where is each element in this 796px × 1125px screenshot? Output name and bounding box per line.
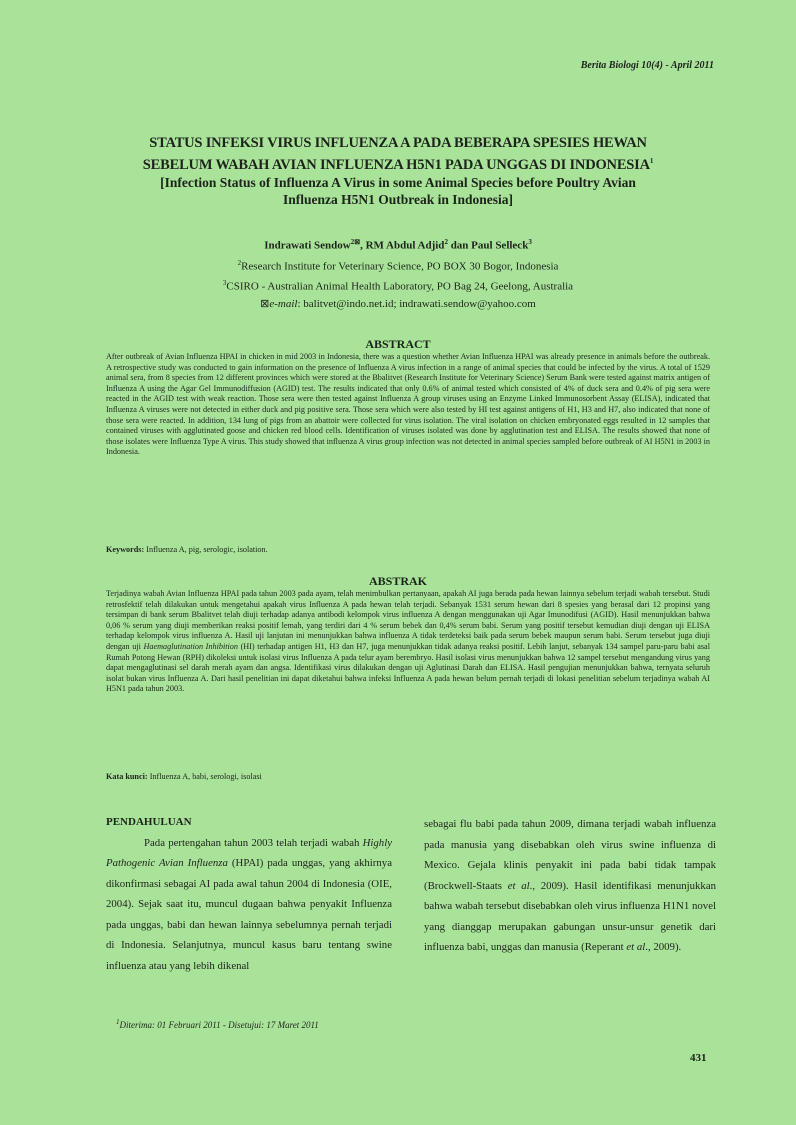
pendahuluan-right-italic-2: et al [626,941,646,953]
pendahuluan-right-paragraph [424,814,716,958]
title-line-2 [60,152,736,174]
abstrak-text-part-1: Terjadinya wabah Avian Influenza HPAI pada tahun 2003 pada ayam, telah menimbulkan pertanyaan, apakah AI juga berada pada hewan lainnya sebelum terjadi wabah tersebut. Studi retrosfektif telah dilakukan untuk mengetahui apakah virus Influenza A pada hewan telah terjadi. Sebanyak 1531 serum hewan dari 8 spesies yang berasal dari 12 propinsi yang tersimpan di bank serum Bbalitvet telah diuji terhadap adanya antibodi kelompok virus influenza A dengan menggunakan uji Agar Imunodifusi (AGID). Hasil menunjukkan bahwa 0,06 % serum yang diuji memberikan reaksi positif lemah, yang terdiri dari 4 % serum bebek dan 0,4% serum babi. Serum yang positif tersebut kemudian diuji dengan uji ELISA terhadap kelompok virus influenza A. Hasil uji lanjutan ini menunjukkan bahwa influenza A tidak terdeteksi baik pada serum bebek maupun serum babi. Serum tersebut juga diuji dengan uji [106,589,710,651]
title-line-2-text: SEBELUM WABAH AVIAN INFLUENZA H5N1 PADA UNGGAS DI INDONESIA [142,156,650,173]
pendahuluan-right-c: ., 2009). [645,941,682,953]
pendahuluan-right-a: sebagai flu babi pada tahun 2009, dimana terjadi wabah influenza pada manusia yang disebabkan oleh virus swine influenza di Mexico. Gejala klinis penyakit ini pada babi tidak tampak (Brockwell-Staats [424,818,716,892]
pendahuluan-left-italic: Highly Pathogenic Avian Influenza [106,836,392,869]
author-2-sup: 2 [444,238,448,246]
pendahuluan-left-paragraph [106,833,392,977]
affiliation-2-sup: 3 [222,279,227,288]
right-column [424,814,716,958]
email-label: e-mail [269,297,298,310]
keywords-label: Keywords: [106,545,145,554]
kata-kunci-label: Kata kunci: [106,772,148,781]
pendahuluan-right-b: ., 2009). Hasil identifikasi menunjukkan bahwa wabah tersebut disebabkan oleh virus influenza H1N1 novel yang dianggap merupakan gabungan unsur-unsur genetik dari influenza babi, unggas dan manusia (Reperant [424,879,717,953]
author-2: , RM Abdul Adjid [360,239,445,252]
footnote [116,1018,319,1030]
abstrak-text [106,589,710,695]
affiliation-1-sup: 2 [237,258,242,267]
pendahuluan-left-a: Pada pertengahan tahun 2003 telah terjadi wabah [144,836,363,849]
abstrak-text-italic: Haemaglutination Inhibition [143,641,238,651]
left-column [106,812,392,976]
affiliation-1 [60,255,736,276]
author-3-sup: 3 [528,238,532,246]
email-line [60,296,736,313]
pendahuluan-left-b: (HPAI) pada unggas, yang akhirnya dikonfirmasi sebagai AI pada awal tahun 2004 di Indonesia (OIE, 2004). Sejak saat itu, muncul dugaan bahwa penyakit Influenza pada unggas, babi dan hewan lainnya sebelumnya pernah terjadi di Indonesia. Selanjutnya, muncul kasus baru tentang swine influenza atau yang lebih dikenal [106,857,392,972]
abstract-heading: ABSTRACT [365,337,431,351]
keywords-line [106,545,268,554]
footnote-mark: 1 [116,1018,120,1026]
keywords-text: Influenza A, pig, serologic, isolation. [144,545,268,554]
pendahuluan-heading: PENDAHULUAN [106,816,192,828]
title-en-line-2: Influenza H5N1 Outbreak in Indonesia] [282,191,514,207]
abstrak-heading: ABSTRAK [368,574,427,588]
journal-header: Berita Biologi 10(4) - April 2011 [580,60,714,71]
title-footnote-mark: 1 [649,157,654,165]
kata-kunci-text: Influenza A, babi, serologi, isolasi [147,772,262,781]
author-names [60,234,736,255]
kata-kunci-line [106,772,262,781]
author-block [60,234,736,313]
title-en-line-1: [Infection Status of Influenza A Virus in some Animal Species before Poultry Avian [160,174,636,190]
author-1: Indrawati Sendow [264,239,351,252]
abstract-text: After outbreak of Avian Influenza HPAI in chicken in mid 2003 in Indonesia, there was a question whether Avian Influenza HPAI was already presence in animals before the outbreak. A retrospective study was conducted to gain information on the presence of Influenza A virus infection in a range of animal species that could be infected by the virus. A total of 1529 animal sera, from 8 species from 12 different provinces which were stored at the Bbalitvet (Research Institute for Veterinary Science) Serum Bank were tested against matrix antigen of Influenza A using the Agar Gel Immunodiffusion (AGID) test. The results indicated that only 0.6% of animal tested which consisted of 4% of duck sera and 0.4% of pig sera were reacted in the AGID test with weak reaction. Those sera were then tested against Influenza A group viruses using an Enzyme Linked Immunosorbent Assay (ELISA), indicated that Influenza A viruses were not detected in either duck and pig positive sera. Those sera which were also tested by HI test against antigens of H1, H3 and H7, also indicated that none of those sera were reacted. In addition, 134 lung of pigs from an abattoir were collected for virus isolation. The viral isolation on chicken embryonated eggs resulted in 12 samples that contained viruses with agglutinated goose and chicken red blood cells. Identification of viruses isolated was done by agglutination test and ELISA. The results showed that none of those isolates were Influenza Type A virus. This study showed that influenza A virus group infection was not detected in animal species sampled before outbreak of AI H5N1 in 2003 in Indonesia. [106,352,710,457]
affiliation-1-text: Research Institute for Veterinary Science, PO BOX 30 Bogor, Indonesia [241,260,559,273]
affiliation-2-text: CSIRO - Australian Animal Health Laboratory, PO Bag 24, Geelong, Australia [226,280,574,293]
email-addresses: : balitvet@indo.net.id; indrawati.sendow@yahoo.com [297,297,536,310]
pendahuluan-right-italic-1: et al [507,879,530,892]
abstrak-text-part-2: (HI) terhadap antigen H1, H3 dan H7, juga menunjukkan tidak adanya reaksi positif. Lebih lanjut, sebanyak 134 sampel paru-paru babi asal Rumah Potong Hewan (RPH) dikoleksi untuk isolasi virus Influenza A pada telur ayam berembryo. Hasil isolasi virus menunjukkan bahwa 12 sampel tersebut mengandung virus yang dapat mengaglutinasi sel darah merah ayam dan angsa. Identifikasi virus dilakukan dengan uji Aglutinasi Darah dan ELISA. Hasil pengujian menunjukkan bahwa, ternyata seluruh isolat bukan virus Influenza A. Dari hasil penelitian ini dapat diketahui bahwa infeksi Influenza A pada hewan belum pernah terjadi di lokasi penelitian sebelum terjadinya wabah AI H5N1 pada tahun 2003. [106,641,710,694]
author-1-sup: 2⊠ [350,238,361,246]
affiliation-2 [60,275,736,296]
title-line-1: STATUS INFEKSI VIRUS INFLUENZA A PADA BEBERAPA SPESIES HEWAN [149,135,647,151]
footnote-text: Diterima: 01 Februari 2011 - Disetujui: 17 Maret 2011 [119,1020,319,1030]
page-number: 431 [690,1052,707,1064]
author-3: dan Paul Selleck [447,239,529,252]
article-title [60,134,736,208]
email-icon: ⊠ [260,297,270,310]
